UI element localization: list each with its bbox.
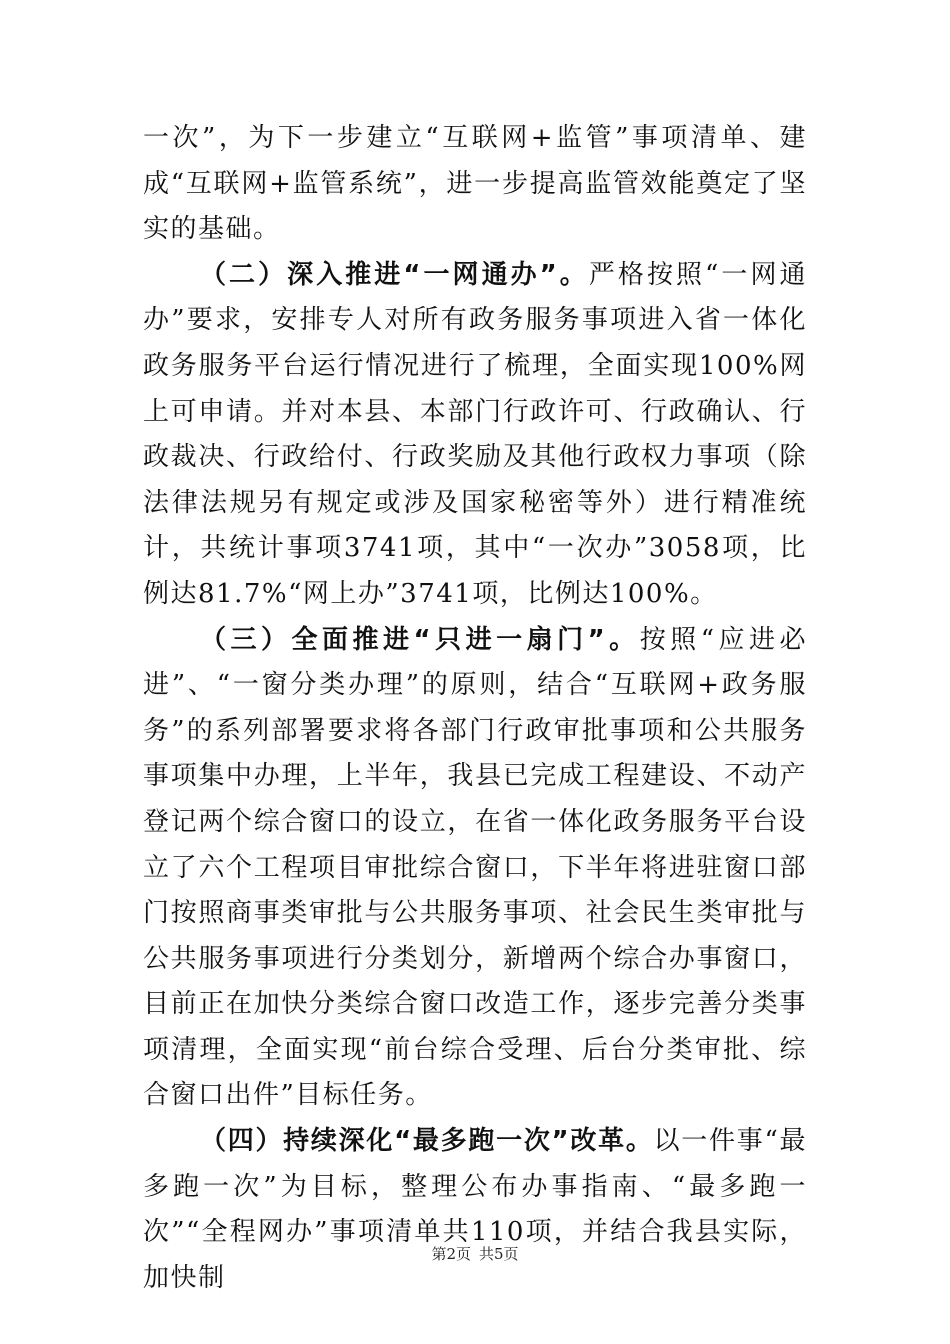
document-body — [143, 116, 807, 1301]
page-number: 第2页 — [431, 1245, 471, 1263]
paragraph-text: 严格按照“一网通办”要求，安排专人对所有政务服务事项进入省一体化政务服务平台运行情况进行了梳理，全面实现100%网上可申请。并对本县、本部门行政许可、行政确认、行政裁决、行政给付、行政奖励及其他行政权力事项（除法律法规另有规定或涉及国家秘密等外）进行精准统计，共统计事项3741项，其中“一次办”3058项，比例达81.7%“网上办”3741项，比例达100%。 — [143, 259, 807, 609]
paragraph-text: 以一件事“最多跑一次”为目标，整理公布办事指南、“最多跑一次”“全程网办”事项清单共110项，并结合我县实际，加快制 — [143, 1126, 807, 1293]
paragraph-text: 一次”，为下一步建立“互联网+监管”事项清单、建成“互联网+监管系统”，进一步提高监管效能奠定了坚实的基础。 — [143, 123, 807, 245]
section-heading: （四）持续深化“最多跑一次”改革。 — [200, 1126, 654, 1157]
paragraph-section-3 — [143, 618, 807, 1120]
section-heading: （三）全面推进“只进一扇门”。 — [200, 624, 640, 655]
section-heading: （二）深入推进“一网通办”。 — [200, 259, 589, 290]
page-footer — [0, 1243, 950, 1264]
page-total: 共5页 — [479, 1245, 519, 1263]
paragraph-text: 按照“应进必进”、“一窗分类办理”的原则，结合“互联网+政务服务”的系列部署要求将各部门行政审批事项和公共服务事项集中办理，上半年，我县已完成工程建设、不动产登记两个综合窗口的设立，在省一体化政务服务平台设立了六个工程项目审批综合窗口，下半年将进驻窗口部门按照商事类审批与公共服务事项、社会民生类审批与公共服务事项进行分类划分，新增两个综合办事窗口，目前正在加快分类综合窗口改造工作，逐步完善分类事项清理，全面实现“前台综合受理、后台分类审批、综合窗口出件”目标任务。 — [143, 624, 807, 1111]
paragraph-continued — [143, 116, 807, 253]
paragraph-section-4 — [143, 1119, 807, 1301]
paragraph-section-2 — [143, 253, 807, 618]
